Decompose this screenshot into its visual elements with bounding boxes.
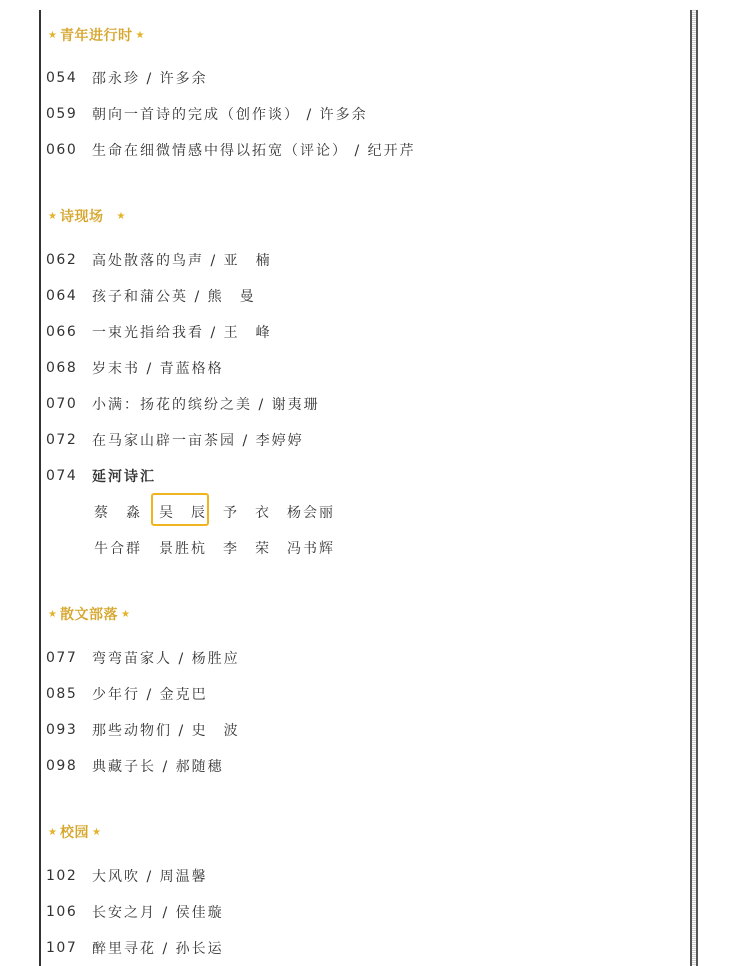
entry-title: 典藏子长 / 郝随穗 [92,759,224,775]
poet-name[interactable]: 李 荣 [223,541,271,557]
toc-entry[interactable] [46,357,224,379]
star-icon: ★ [48,210,57,222]
toc-entry[interactable] [46,719,240,741]
page-number: 059 [46,106,78,122]
section-title: 诗现场 [59,209,104,225]
toc-entry[interactable] [46,321,272,343]
toc-entry[interactable] [46,901,224,923]
entry-title: 弯弯苗家人 / 杨胜应 [92,651,240,667]
page-number: 070 [46,396,78,412]
entry-title: 孩子和蒲公英 / 熊 曼 [92,289,256,305]
page-number: 107 [46,940,78,956]
toc-entry[interactable] [46,755,224,777]
page-number: 074 [46,468,78,484]
poet-name[interactable]: 予 衣 [223,505,271,521]
star-icon: ★ [48,608,57,620]
toc-entry[interactable] [46,67,208,89]
section-title: 校园 [59,825,89,841]
entry-title: 延河诗汇 [92,469,156,485]
entry-title: 生命在细微情感中得以拓宽（评论） / 纪开芹 [92,143,416,159]
poet-name[interactable]: 冯书辉 [287,541,335,557]
toc-entry[interactable] [46,937,224,959]
toc-entry[interactable] [46,249,272,271]
page-number: 102 [46,868,78,884]
poet-name[interactable]: 蔡 淼 [94,505,142,521]
entry-title: 那些动物们 / 史 波 [92,723,240,739]
page-number: 077 [46,650,78,666]
section-title: 散文部落 [59,607,118,623]
page-number: 093 [46,722,78,738]
section-header-prose [48,603,130,625]
toc-entry[interactable] [46,139,416,161]
entry-title: 邵永珍 / 许多余 [92,71,208,87]
entry-title: 长安之月 / 侯佳璇 [92,905,224,921]
toc-entry[interactable] [46,647,240,669]
star-icon: ★ [91,826,101,838]
section-header-campus [48,821,101,843]
entry-title: 小满：扬花的缤纷之美 / 谢夷珊 [92,397,320,413]
toc-entry[interactable] [46,285,256,307]
section-header-poetry-scene [48,205,125,227]
toc-entry[interactable] [46,393,320,415]
page-number: 066 [46,324,78,340]
star-icon: ★ [48,29,57,41]
toc-entry[interactable] [46,429,304,451]
entry-title: 一束光指给我看 / 王 峰 [92,325,272,341]
entry-title: 少年行 / 金克巴 [92,687,208,703]
page-number: 064 [46,288,78,304]
page-number: 098 [46,758,78,774]
entry-title: 高处散落的鸟声 / 亚 楠 [92,253,272,269]
poet-list-row [94,501,394,523]
poet-name-highlighted[interactable]: 吴 辰 [159,505,207,521]
left-margin-rule [39,10,41,966]
entry-title: 大风吹 / 周温馨 [92,869,208,885]
section-header-youth [48,24,144,46]
entry-title: 朝向一首诗的完成（创作谈） / 许多余 [92,107,368,123]
poet-list-row [94,537,394,559]
page-number: 060 [46,142,78,158]
right-margin-rule [690,10,698,966]
page-number: 062 [46,252,78,268]
star-icon: ★ [116,210,126,222]
page-number: 068 [46,360,78,376]
star-icon: ★ [48,826,57,838]
star-icon: ★ [120,608,130,620]
poet-name[interactable]: 杨会丽 [287,505,335,521]
page-number: 054 [46,70,78,86]
entry-title: 在马家山辟一亩茶园 / 李婷婷 [92,433,304,449]
toc-entry[interactable] [46,865,208,887]
entry-title: 岁末书 / 青蓝格格 [92,361,224,377]
page-number: 106 [46,904,78,920]
page-number: 072 [46,432,78,448]
poet-name[interactable]: 景胜杭 [159,541,207,557]
entry-title: 醉里寻花 / 孙长运 [92,941,224,957]
toc-entry[interactable] [46,103,368,125]
poet-name[interactable]: 牛合群 [94,541,142,557]
star-icon: ★ [135,29,145,41]
toc-entry[interactable] [46,683,208,705]
section-title: 青年进行时 [59,28,133,44]
toc-entry[interactable] [46,465,156,487]
page-number: 085 [46,686,78,702]
